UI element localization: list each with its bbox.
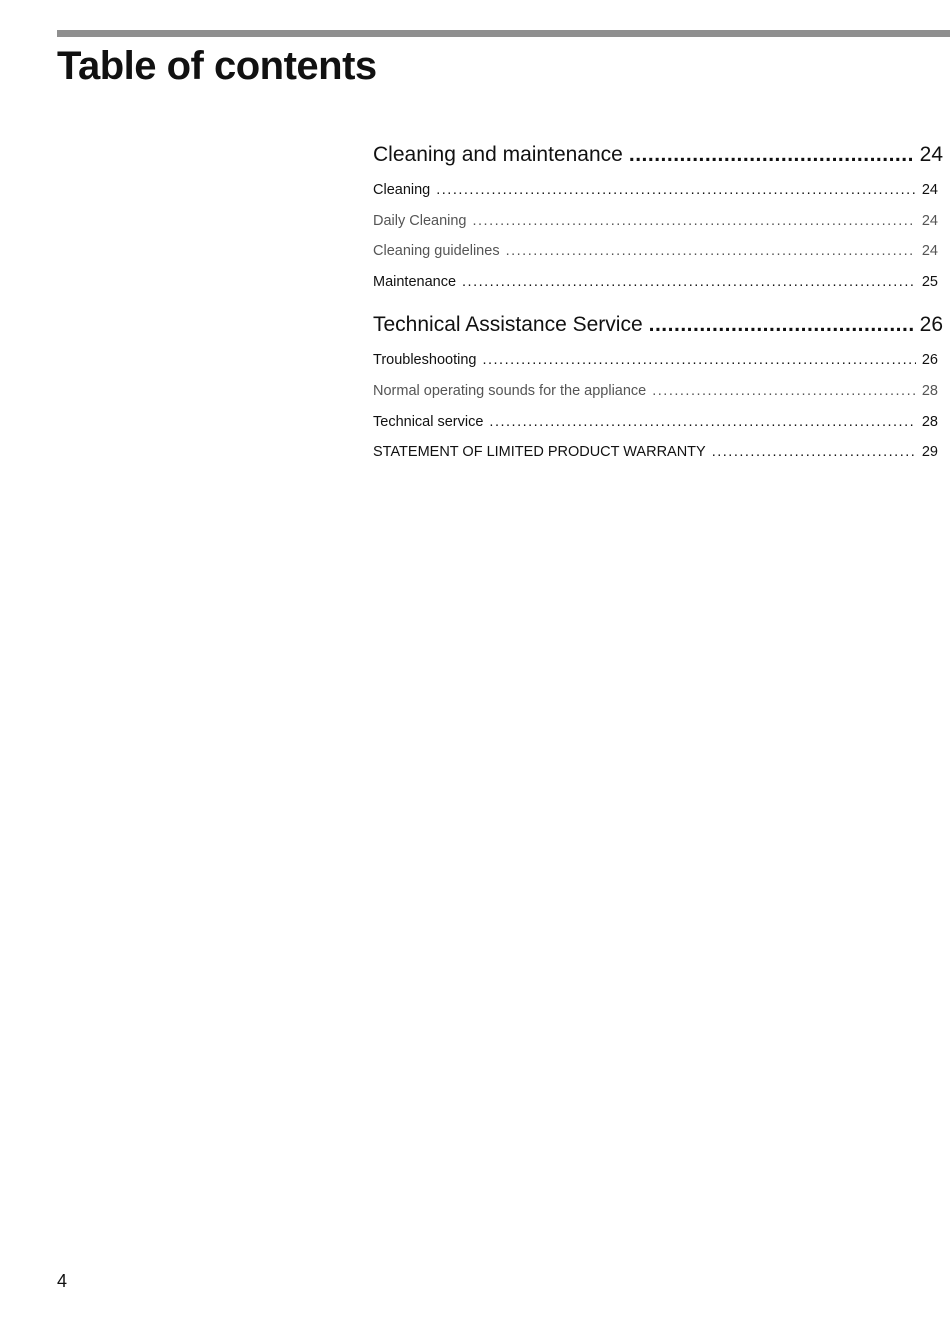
page-title: Table of contents xyxy=(57,44,377,88)
toc-item-label: Daily Cleaning xyxy=(373,213,467,229)
toc-item-limited-warranty[interactable] xyxy=(373,444,938,460)
toc-item-cleaning-guidelines[interactable] xyxy=(373,243,938,259)
dot-leader xyxy=(629,143,914,167)
dot-leader xyxy=(652,383,916,399)
dot-leader xyxy=(506,243,916,259)
toc-section-technical-assistance-service[interactable] xyxy=(373,313,943,341)
toc-item-daily-cleaning[interactable] xyxy=(373,213,938,229)
toc-item-page: 28 xyxy=(921,383,938,399)
toc-item-label: STATEMENT OF LIMITED PRODUCT WARRANTY xyxy=(373,444,706,460)
toc-item-technical-service[interactable] xyxy=(373,414,938,430)
toc-item-page: 26 xyxy=(921,352,938,368)
toc-item-label: Troubleshooting xyxy=(373,352,477,368)
toc-item-label: Maintenance xyxy=(373,274,457,290)
toc-section-title: Cleaning and maintenance xyxy=(373,143,623,166)
toc-item-page: 28 xyxy=(921,414,938,430)
dot-leader xyxy=(482,352,915,368)
toc-section-page: 24 xyxy=(919,143,943,166)
dot-leader xyxy=(712,444,916,460)
toc-section-page: 26 xyxy=(919,313,943,336)
toc-item-maintenance[interactable] xyxy=(373,274,938,290)
toc-section-cleaning-and-maintenance[interactable] xyxy=(373,143,943,171)
toc-item-page: 25 xyxy=(921,274,938,290)
dot-leader xyxy=(436,182,916,198)
toc-item-page: 29 xyxy=(921,444,938,460)
toc-item-page: 24 xyxy=(921,243,938,259)
dot-leader xyxy=(473,213,916,229)
toc-item-troubleshooting[interactable] xyxy=(373,352,938,368)
toc-item-cleaning[interactable] xyxy=(373,182,938,198)
toc-item-label: Normal operating sounds for the appliance xyxy=(373,383,647,399)
dot-leader xyxy=(489,414,915,430)
dot-leader xyxy=(649,313,914,337)
toc-item-page: 24 xyxy=(921,182,938,198)
toc-item-label: Technical service xyxy=(373,414,484,430)
header-rule xyxy=(57,30,950,37)
page-number: 4 xyxy=(57,1271,68,1291)
dot-leader xyxy=(462,274,916,290)
toc-item-label: Cleaning xyxy=(373,182,431,198)
toc-item-normal-operating-sounds[interactable] xyxy=(373,383,938,399)
toc-section-title: Technical Assistance Service xyxy=(373,313,643,336)
toc-item-page: 24 xyxy=(921,213,938,229)
toc-item-label: Cleaning guidelines xyxy=(373,243,500,259)
